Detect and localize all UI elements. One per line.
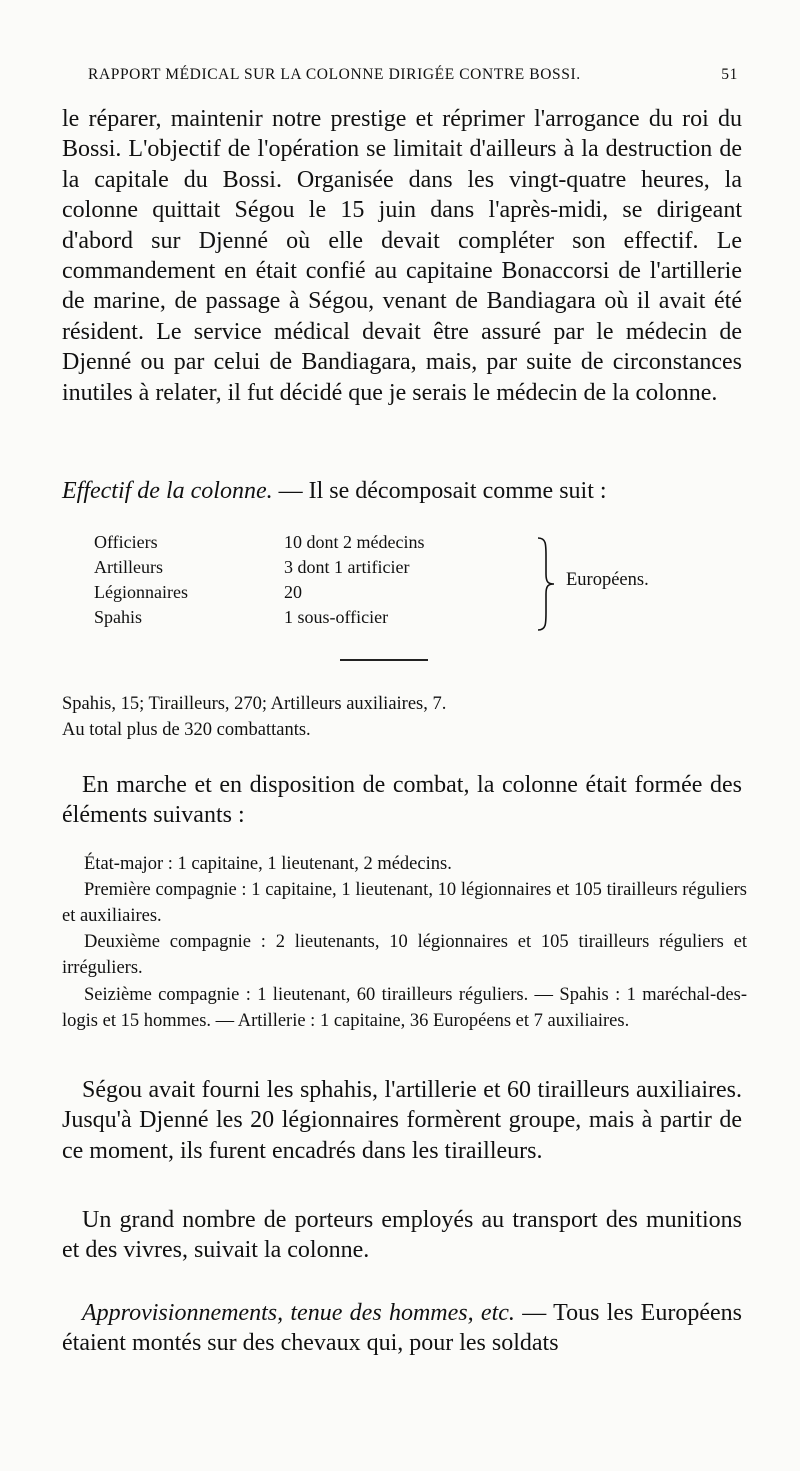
row-value: 10 dont 2 médecins (284, 532, 425, 552)
row-value: 20 (284, 582, 302, 602)
running-title: RAPPORT MÉDICAL SUR LA COLONNE DIRIGÉE CONTRE BOSSI. (88, 66, 581, 83)
row-label: Artilleurs (94, 557, 163, 577)
appro-heading: Approvisionnements, tenue des hommes, etc. (82, 1300, 515, 1326)
divider (340, 659, 428, 661)
effectif-paragraph (62, 476, 742, 506)
paragraph-3: Ségou avait fourni les sphahis, l'artillerie et 60 tirailleurs auxiliaires. Jusqu'à Djenné les 20 légionnaires formèrent groupe, mais à partir de ce moment, ils furent encadrés dans les tirailleurs. (62, 1077, 742, 1164)
totals-line-1: Spahis, 15; Tirailleurs, 270; Artilleurs auxiliaires, 7. (62, 694, 447, 714)
appro-text: — Tous les Européens étaient montés sur des chevaux qui, pour les soldats (62, 1300, 742, 1357)
composition-line-3: Deuxième compagnie : 2 lieutenants, 10 légionnaires et 105 tirailleurs réguliers et irréguliers. (62, 932, 747, 978)
running-header (88, 66, 738, 84)
appro-paragraph (62, 1298, 742, 1359)
composition-line-2: Première compagnie : 1 capitaine, 1 lieutenant, 10 légionnaires et 105 tirailleurs réguliers et auxiliaires. (62, 880, 747, 926)
paragraph-4: Un grand nombre de porteurs employés au transport des munitions et des vivres, suivait la colonne. (62, 1207, 742, 1264)
composition-line-4: Seizième compagnie : 1 lieutenant, 60 tirailleurs réguliers. — Spahis : 1 maréchal-des-logis et 15 hommes. — Artillerie : 1 capitaine, 36 Européens et 7 auxiliaires. (62, 985, 747, 1031)
effectif-text: — Il se décomposait comme suit : (272, 478, 607, 504)
row-value: 1 sous-officier (284, 607, 389, 627)
row-label: Légionnaires (94, 582, 188, 602)
page-number: 51 (721, 66, 738, 83)
totals-line-2: Au total plus de 320 combattants. (62, 720, 311, 740)
curly-brace-icon (536, 536, 556, 632)
row-label: Officiers (94, 532, 158, 552)
brace-label: Européens. (566, 570, 649, 590)
paragraph-2: En marche et en disposition de combat, la colonne était formée des éléments suivants : (62, 772, 742, 829)
composition-line-1: État-major : 1 capitaine, 1 lieutenant, 2 médecins. (84, 854, 452, 874)
paragraph-1: le réparer, maintenir notre prestige et réprimer l'arrogance du roi du Bossi. L'objectif de l'opération se limitait d'ailleurs à la destruction de la capitale du Bossi. Organisée dans les vingt-quatre heures, la colonne quittait Ségou le 15 juin dans l'après-midi, se dirigeant d'abord sur Djenné où elle devait compléter son effectif. Le commandement en était confié au capitaine Bonaccorsi de l'artillerie de marine, de passage à Ségou, venant de Bandiagara où il avait été résident. Le service médical devait être assuré par le médecin de Djenné ou par celui de Bandiagara, mais, par suite de circonstances inutiles à relater, il fut décidé que je serais le médecin de la colonne. (62, 106, 742, 406)
row-label: Spahis (94, 607, 143, 627)
row-value: 3 dont 1 artificier (284, 557, 410, 577)
effectif-heading: Effectif de la colonne. (62, 478, 273, 504)
